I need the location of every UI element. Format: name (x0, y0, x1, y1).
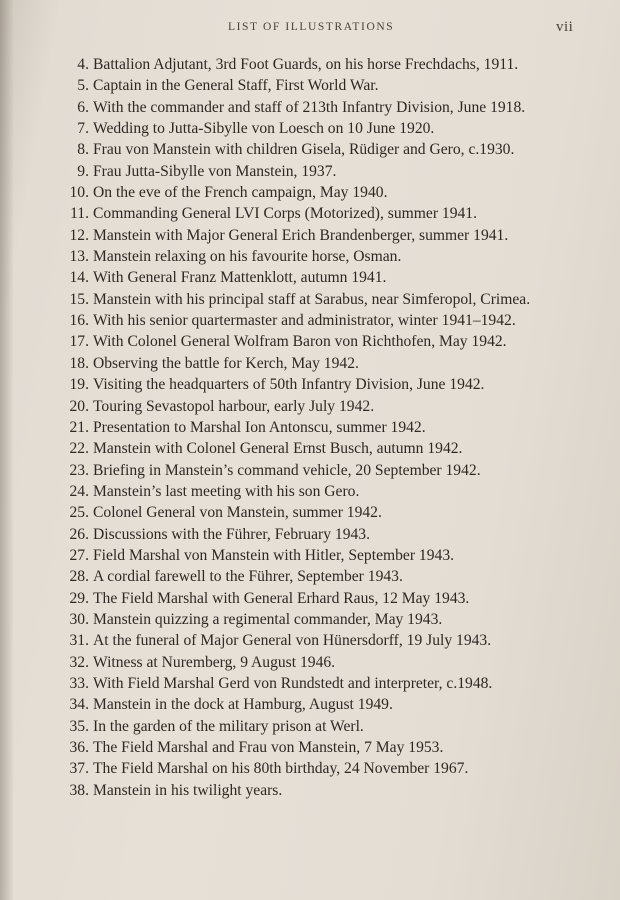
item-caption: With Field Marshal Gerd von Rundstedt and interpreter, c.1948. (93, 674, 493, 692)
list-item (0, 118, 620, 139)
item-caption: With his senior quartermaster and administrator, winter 1941–1942. (93, 312, 516, 330)
item-caption: Manstein relaxing on his favourite horse, Osman. (93, 248, 402, 266)
list-item (0, 630, 620, 651)
item-caption: Battalion Adjutant, 3rd Foot Guards, on his horse Frechdachs, 1911. (93, 56, 519, 73)
item-number: 26. (69, 525, 89, 543)
item-number: 22. (69, 440, 89, 458)
item-number: 20. (69, 397, 89, 415)
list-item (0, 780, 620, 801)
item-number: 25. (69, 504, 89, 522)
list-item (0, 225, 620, 246)
running-head (0, 21, 620, 41)
list-item (0, 75, 620, 96)
item-number: 14. (69, 269, 89, 287)
list-item (0, 716, 620, 737)
item-caption: Colonel General von Manstein, summer 1942. (93, 504, 382, 522)
item-caption: With General Franz Mattenklott, autumn 1941. (93, 269, 387, 287)
item-caption: Manstein with his principal staff at Sarabus, near Simferopol, Crimea. (93, 290, 531, 308)
item-number: 38. (69, 781, 89, 799)
list-item (0, 54, 620, 75)
item-number: 32. (69, 653, 89, 671)
list-item (0, 331, 620, 352)
list-item (0, 588, 620, 609)
item-caption: In the garden of the military prison at Werl. (93, 717, 364, 735)
list-item (0, 758, 620, 779)
item-number: 27. (69, 546, 89, 564)
list-item (0, 396, 620, 417)
item-caption: The Field Marshal on his 80th birthday, 24 November 1967. (93, 760, 469, 778)
item-number: 7. (77, 120, 89, 138)
list-item (0, 246, 620, 267)
illustration-list (0, 54, 620, 801)
list-item (0, 161, 620, 182)
item-caption: Manstein quizzing a regimental commander, May 1943. (93, 610, 443, 628)
item-number: 15. (69, 290, 89, 308)
list-item (0, 481, 620, 502)
item-number: 30. (69, 610, 89, 628)
item-number: 5. (77, 77, 89, 95)
item-caption: At the funeral of Major General von Hünersdorff, 19 July 1943. (93, 632, 492, 650)
item-number: 11. (70, 205, 89, 223)
item-number: 29. (69, 589, 89, 607)
item-number: 18. (69, 354, 89, 372)
item-number: 16. (69, 312, 89, 330)
item-number: 4. (77, 56, 89, 73)
item-caption: A cordial farewell to the Führer, September 1943. (93, 568, 403, 586)
list-item (0, 502, 620, 523)
item-caption: Field Marshal von Manstein with Hitler, September 1943. (93, 546, 455, 564)
list-item (0, 139, 620, 160)
item-caption: The Field Marshal with General Erhard Raus, 12 May 1943. (93, 589, 470, 607)
list-item (0, 267, 620, 288)
list-item (0, 97, 620, 118)
item-number: 24. (69, 482, 89, 500)
item-caption: Presentation to Marshal Ion Antonscu, summer 1942. (93, 418, 426, 436)
item-number: 12. (69, 226, 89, 244)
list-item (0, 374, 620, 395)
item-caption: Briefing in Manstein’s command vehicle, 20 September 1942. (93, 461, 481, 479)
item-caption: Witness at Nuremberg, 9 August 1946. (93, 653, 336, 671)
item-number: 23. (69, 461, 89, 479)
item-number: 9. (77, 162, 89, 180)
item-number: 10. (69, 184, 89, 202)
item-caption: The Field Marshal and Frau von Manstein, 7 May 1953. (93, 739, 444, 756)
item-caption: Manstein in his twilight years. (93, 781, 283, 799)
item-caption: With Colonel General Wolfram Baron von Richthofen, May 1942. (93, 333, 507, 351)
item-number: 13. (69, 248, 89, 266)
item-number: 21. (69, 418, 89, 436)
item-number: 19. (69, 376, 89, 394)
list-item (0, 417, 620, 438)
item-number: 34. (69, 696, 89, 714)
item-caption: Captain in the General Staff, First World War. (93, 77, 379, 95)
item-caption: Observing the battle for Kerch, May 1942. (93, 354, 359, 372)
list-item (0, 652, 620, 673)
item-number: 37. (69, 760, 89, 778)
running-title: LIST OF ILLUSTRATIONS (228, 21, 395, 33)
list-item (0, 609, 620, 630)
item-caption: Manstein with Major General Erich Brandenberger, summer 1941. (93, 226, 509, 244)
item-number: 33. (69, 674, 89, 692)
item-number: 17. (69, 333, 89, 351)
item-caption: Discussions with the Führer, February 1943. (93, 525, 371, 543)
item-number: 31. (69, 632, 89, 650)
list-item (0, 310, 620, 331)
item-caption: Wedding to Jutta-Sibylle von Loesch on 10 June 1920. (93, 120, 435, 138)
item-caption: Commanding General LVI Corps (Motorized), summer 1941. (93, 205, 478, 223)
item-caption: Frau von Manstein with children Gisela, Rüdiger and Gero, c.1930. (93, 141, 515, 159)
list-item (0, 566, 620, 587)
item-number: 36. (69, 739, 89, 756)
item-caption: Manstein’s last meeting with his son Gero. (93, 482, 360, 500)
item-caption: Visiting the headquarters of 50th Infantry Division, June 1942. (93, 376, 485, 394)
item-number: 35. (69, 717, 89, 735)
item-caption: Manstein in the dock at Hamburg, August 1949. (93, 696, 393, 714)
list-item (0, 545, 620, 566)
item-number: 28. (69, 568, 89, 586)
item-caption: Frau Jutta-Sibylle von Manstein, 1937. (93, 162, 337, 180)
item-caption: Manstein with Colonel General Ernst Busch, autumn 1942. (93, 440, 463, 458)
list-item (0, 524, 620, 545)
list-item (0, 438, 620, 459)
list-item (0, 694, 620, 715)
item-caption: On the eve of the French campaign, May 1940. (93, 184, 388, 202)
page-number: vii (556, 19, 574, 35)
list-item (0, 673, 620, 694)
item-caption: Touring Sevastopol harbour, early July 1942. (93, 397, 375, 415)
item-number: 6. (77, 98, 89, 116)
list-item (0, 737, 620, 758)
list-item (0, 182, 620, 203)
item-caption: With the commander and staff of 213th Infantry Division, June 1918. (93, 98, 526, 116)
list-item (0, 460, 620, 481)
list-item (0, 289, 620, 310)
list-item (0, 353, 620, 374)
list-item (0, 203, 620, 224)
item-number: 8. (77, 141, 89, 159)
